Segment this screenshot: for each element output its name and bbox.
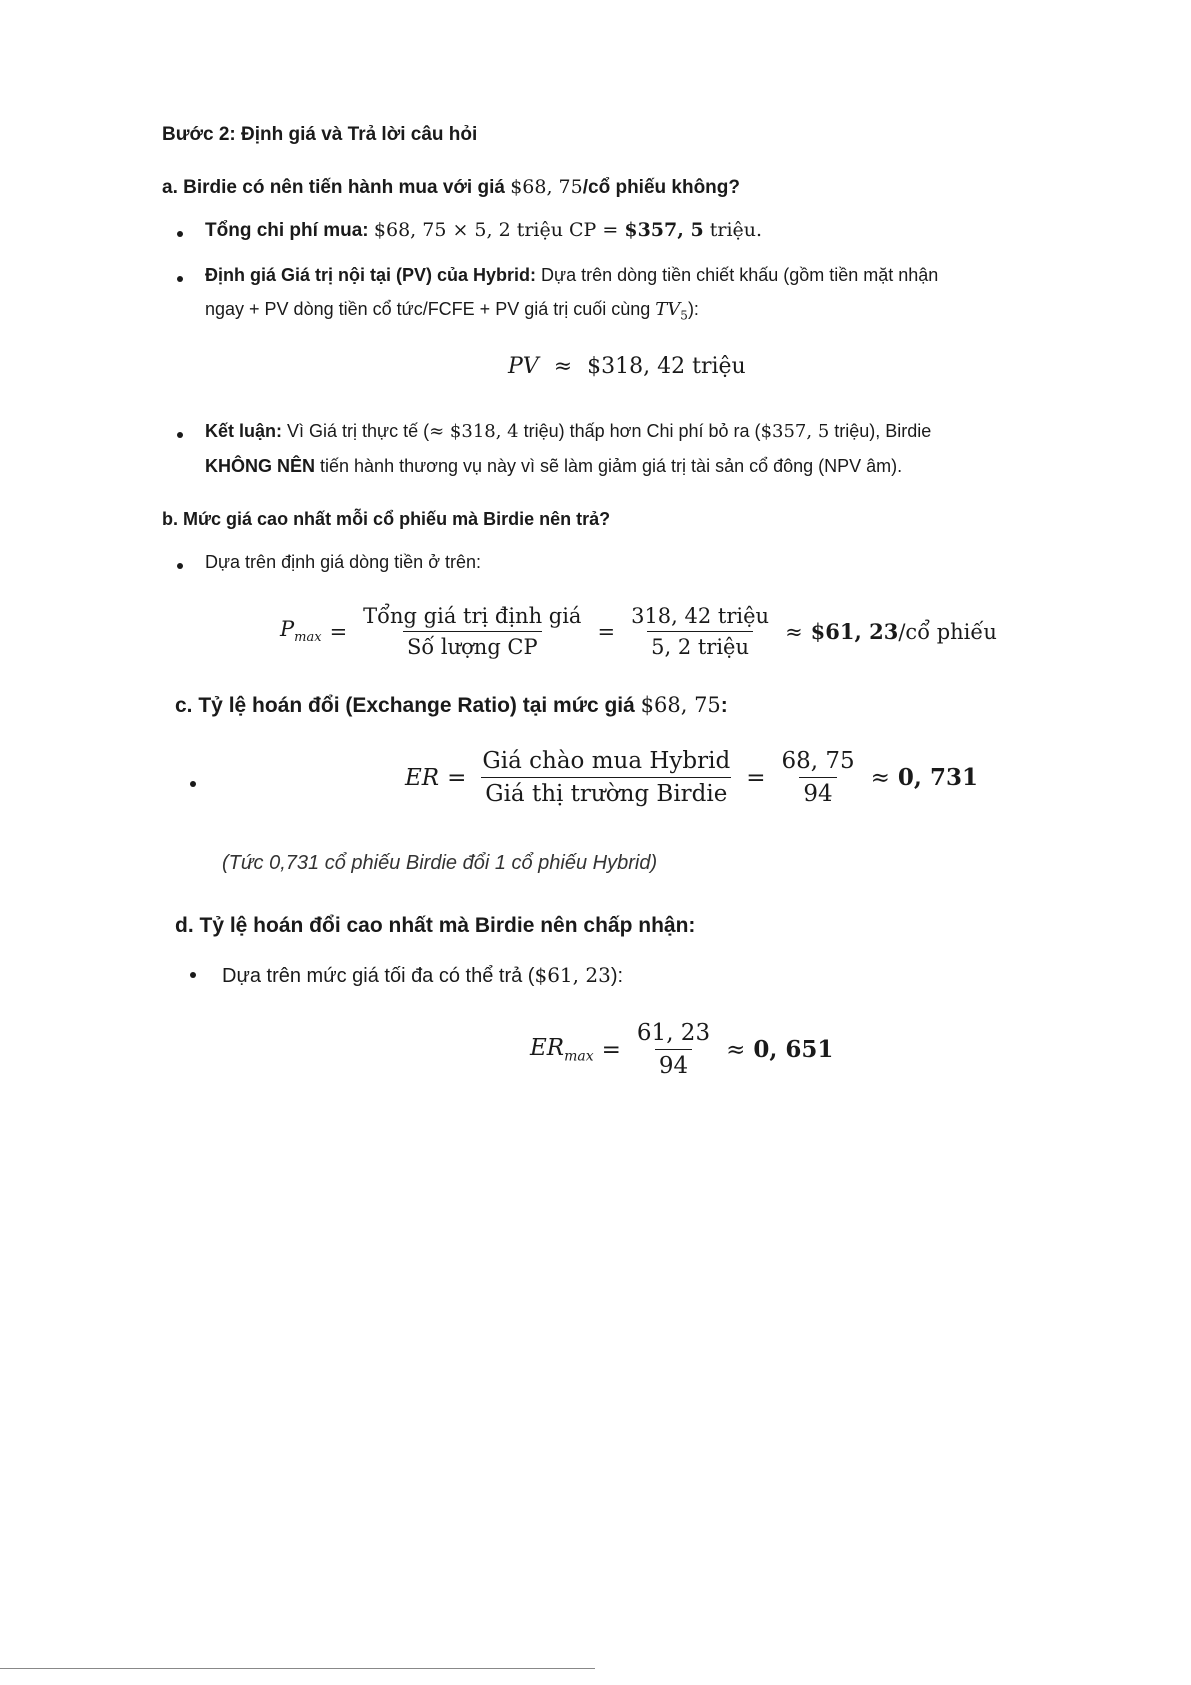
total-cost-label: Tổng chi phí mua: <box>205 220 374 241</box>
er-symbol: ER <box>405 764 440 791</box>
section-b-heading: b. Mức giá cao nhất mỗi cổ phiếu mà Birdie nên trả? <box>162 509 611 529</box>
fraction-denominator: 5, 2 triệu <box>647 631 753 659</box>
approx-sign: ≈ <box>726 1036 746 1063</box>
bullet-dot <box>177 231 183 237</box>
intrinsic-value-text: Dựa trên dòng tiền chiết khấu (gồm tiền mặt nhận <box>536 265 939 285</box>
step-title: Bước 2: Định giá và Trả lời câu hỏi <box>162 124 478 145</box>
p-symbol: P <box>280 617 295 642</box>
intrinsic-value-text-end: ): <box>687 299 699 319</box>
max-price-equation <box>280 604 997 659</box>
equals-sign: = <box>601 1036 621 1063</box>
section-a-heading-end: /cổ phiếu không? <box>582 177 741 198</box>
bullet-dot <box>177 432 183 438</box>
bullet-dot <box>190 781 196 787</box>
section-b-bullet: Dựa trên định giá dòng tiền ở trên: <box>205 552 482 572</box>
max-exchange-ratio-result: 0, 651 <box>753 1036 834 1063</box>
max-exchange-ratio-equation <box>530 1020 833 1079</box>
bullet-dot <box>177 563 183 569</box>
fraction-denominator: Giá thị trường Birdie <box>481 777 731 807</box>
section-c-heading-text: c. Tỷ lệ hoán đổi (Exchange Ratio) tại mức giá <box>175 694 641 717</box>
equals-sign: = <box>597 619 616 644</box>
intrinsic-value-item <box>205 258 1105 333</box>
terminal-value-symbol: TV <box>655 299 681 320</box>
bullet-dot <box>190 972 196 978</box>
fraction-numerator: 61, 23 <box>636 1020 711 1046</box>
er-subscript: max <box>564 1048 594 1065</box>
section-d-bullet-end: ): <box>610 965 624 987</box>
exchange-ratio-note: (Tức 0,731 cổ phiếu Birdie đổi 1 cổ phiếu Hybrid) <box>222 852 658 874</box>
section-c-heading-end: : <box>720 694 728 717</box>
footer-divider <box>0 1668 595 1669</box>
intrinsic-value-text-2: ngay + PV dòng tiền cổ tức/FCFE + PV giá trị cuối cùng <box>205 299 656 319</box>
conclusion-text-2: triệu) thấp hơn Chi phí bỏ ra ( <box>518 421 761 441</box>
fraction-denominator: 94 <box>655 1049 692 1079</box>
conclusion-label: Kết luận: <box>205 421 283 441</box>
conclusion-reason: tiến hành thương vụ này vì sẽ làm giảm giá trị tài sản cổ đông (NPV âm). <box>315 456 903 476</box>
fraction-numerator: Giá chào mua Hybrid <box>482 748 731 774</box>
approx-sign: ≈ <box>870 764 890 791</box>
total-cost-math: $68, 75 × 5, 2 triệu CP = <box>373 219 625 241</box>
pv-equation <box>508 354 746 379</box>
section-d-bullet-text: Dựa trên mức giá tối đa có thể trả ( <box>222 965 535 987</box>
approx-sign: ≈ <box>553 354 573 379</box>
fraction-numerator: 318, 42 triệu <box>631 604 770 628</box>
conclusion-text: Vì Giá trị thực tế ( <box>282 421 430 441</box>
max-price-result: $61, 23 <box>810 619 899 644</box>
equals-sign: = <box>447 764 467 791</box>
equals-sign: = <box>746 764 766 791</box>
pv-symbol: PV <box>508 354 539 379</box>
fraction-numerator: 68, 75 <box>781 748 855 774</box>
fraction-denominator: Số lượng CP <box>403 631 542 659</box>
conclusion-text-3: triệu), Birdie <box>829 421 932 441</box>
total-cost-item <box>205 213 762 248</box>
conclusion-verdict: KHÔNG NÊN <box>205 456 316 476</box>
valuation-fraction <box>359 604 585 659</box>
terminal-value-subscript: 5 <box>680 308 688 323</box>
max-price-unit: /cổ phiếu <box>898 619 997 644</box>
conclusion-actual-value: ≈ $318, 4 <box>429 421 519 442</box>
section-a-heading-math: $68, 75 <box>510 176 583 198</box>
er-symbol: ER <box>530 1034 565 1061</box>
section-c-heading <box>175 693 728 718</box>
section-c-heading-math: $68, 75 <box>640 693 721 717</box>
p-subscript: max <box>294 630 322 646</box>
intrinsic-value-label: Định giá Giá trị nội tại (PV) của Hybrid: <box>205 265 537 285</box>
fraction-denominator: 94 <box>799 777 836 807</box>
approx-sign: ≈ <box>785 619 803 644</box>
numeric-fraction <box>777 748 858 807</box>
numeric-fraction <box>627 604 773 659</box>
exchange-ratio-equation <box>405 748 978 807</box>
conclusion-cost-value: $357, 5 <box>760 421 830 442</box>
conclusion-item <box>205 414 1105 483</box>
section-a-heading-text: a. Birdie có nên tiến hành mua với giá <box>162 177 511 198</box>
total-cost-unit: triệu. <box>703 219 763 241</box>
pv-value: $318, 42 triệu <box>587 354 746 379</box>
numeric-fraction <box>633 1020 714 1079</box>
section-a-heading <box>162 176 740 199</box>
section-d-heading: d. Tỷ lệ hoán đổi cao nhất mà Birdie nên chấp nhận: <box>175 914 696 937</box>
total-cost-result: $357, 5 <box>624 219 704 241</box>
exchange-ratio-result: 0, 731 <box>897 764 978 791</box>
equals-sign: = <box>329 619 348 644</box>
section-d-bullet <box>222 958 623 993</box>
fraction-numerator: Tổng giá trị định giá <box>363 604 582 628</box>
price-ratio-fraction <box>478 748 734 807</box>
bullet-dot <box>177 276 183 282</box>
section-d-bullet-math: $61, 23 <box>534 963 611 987</box>
